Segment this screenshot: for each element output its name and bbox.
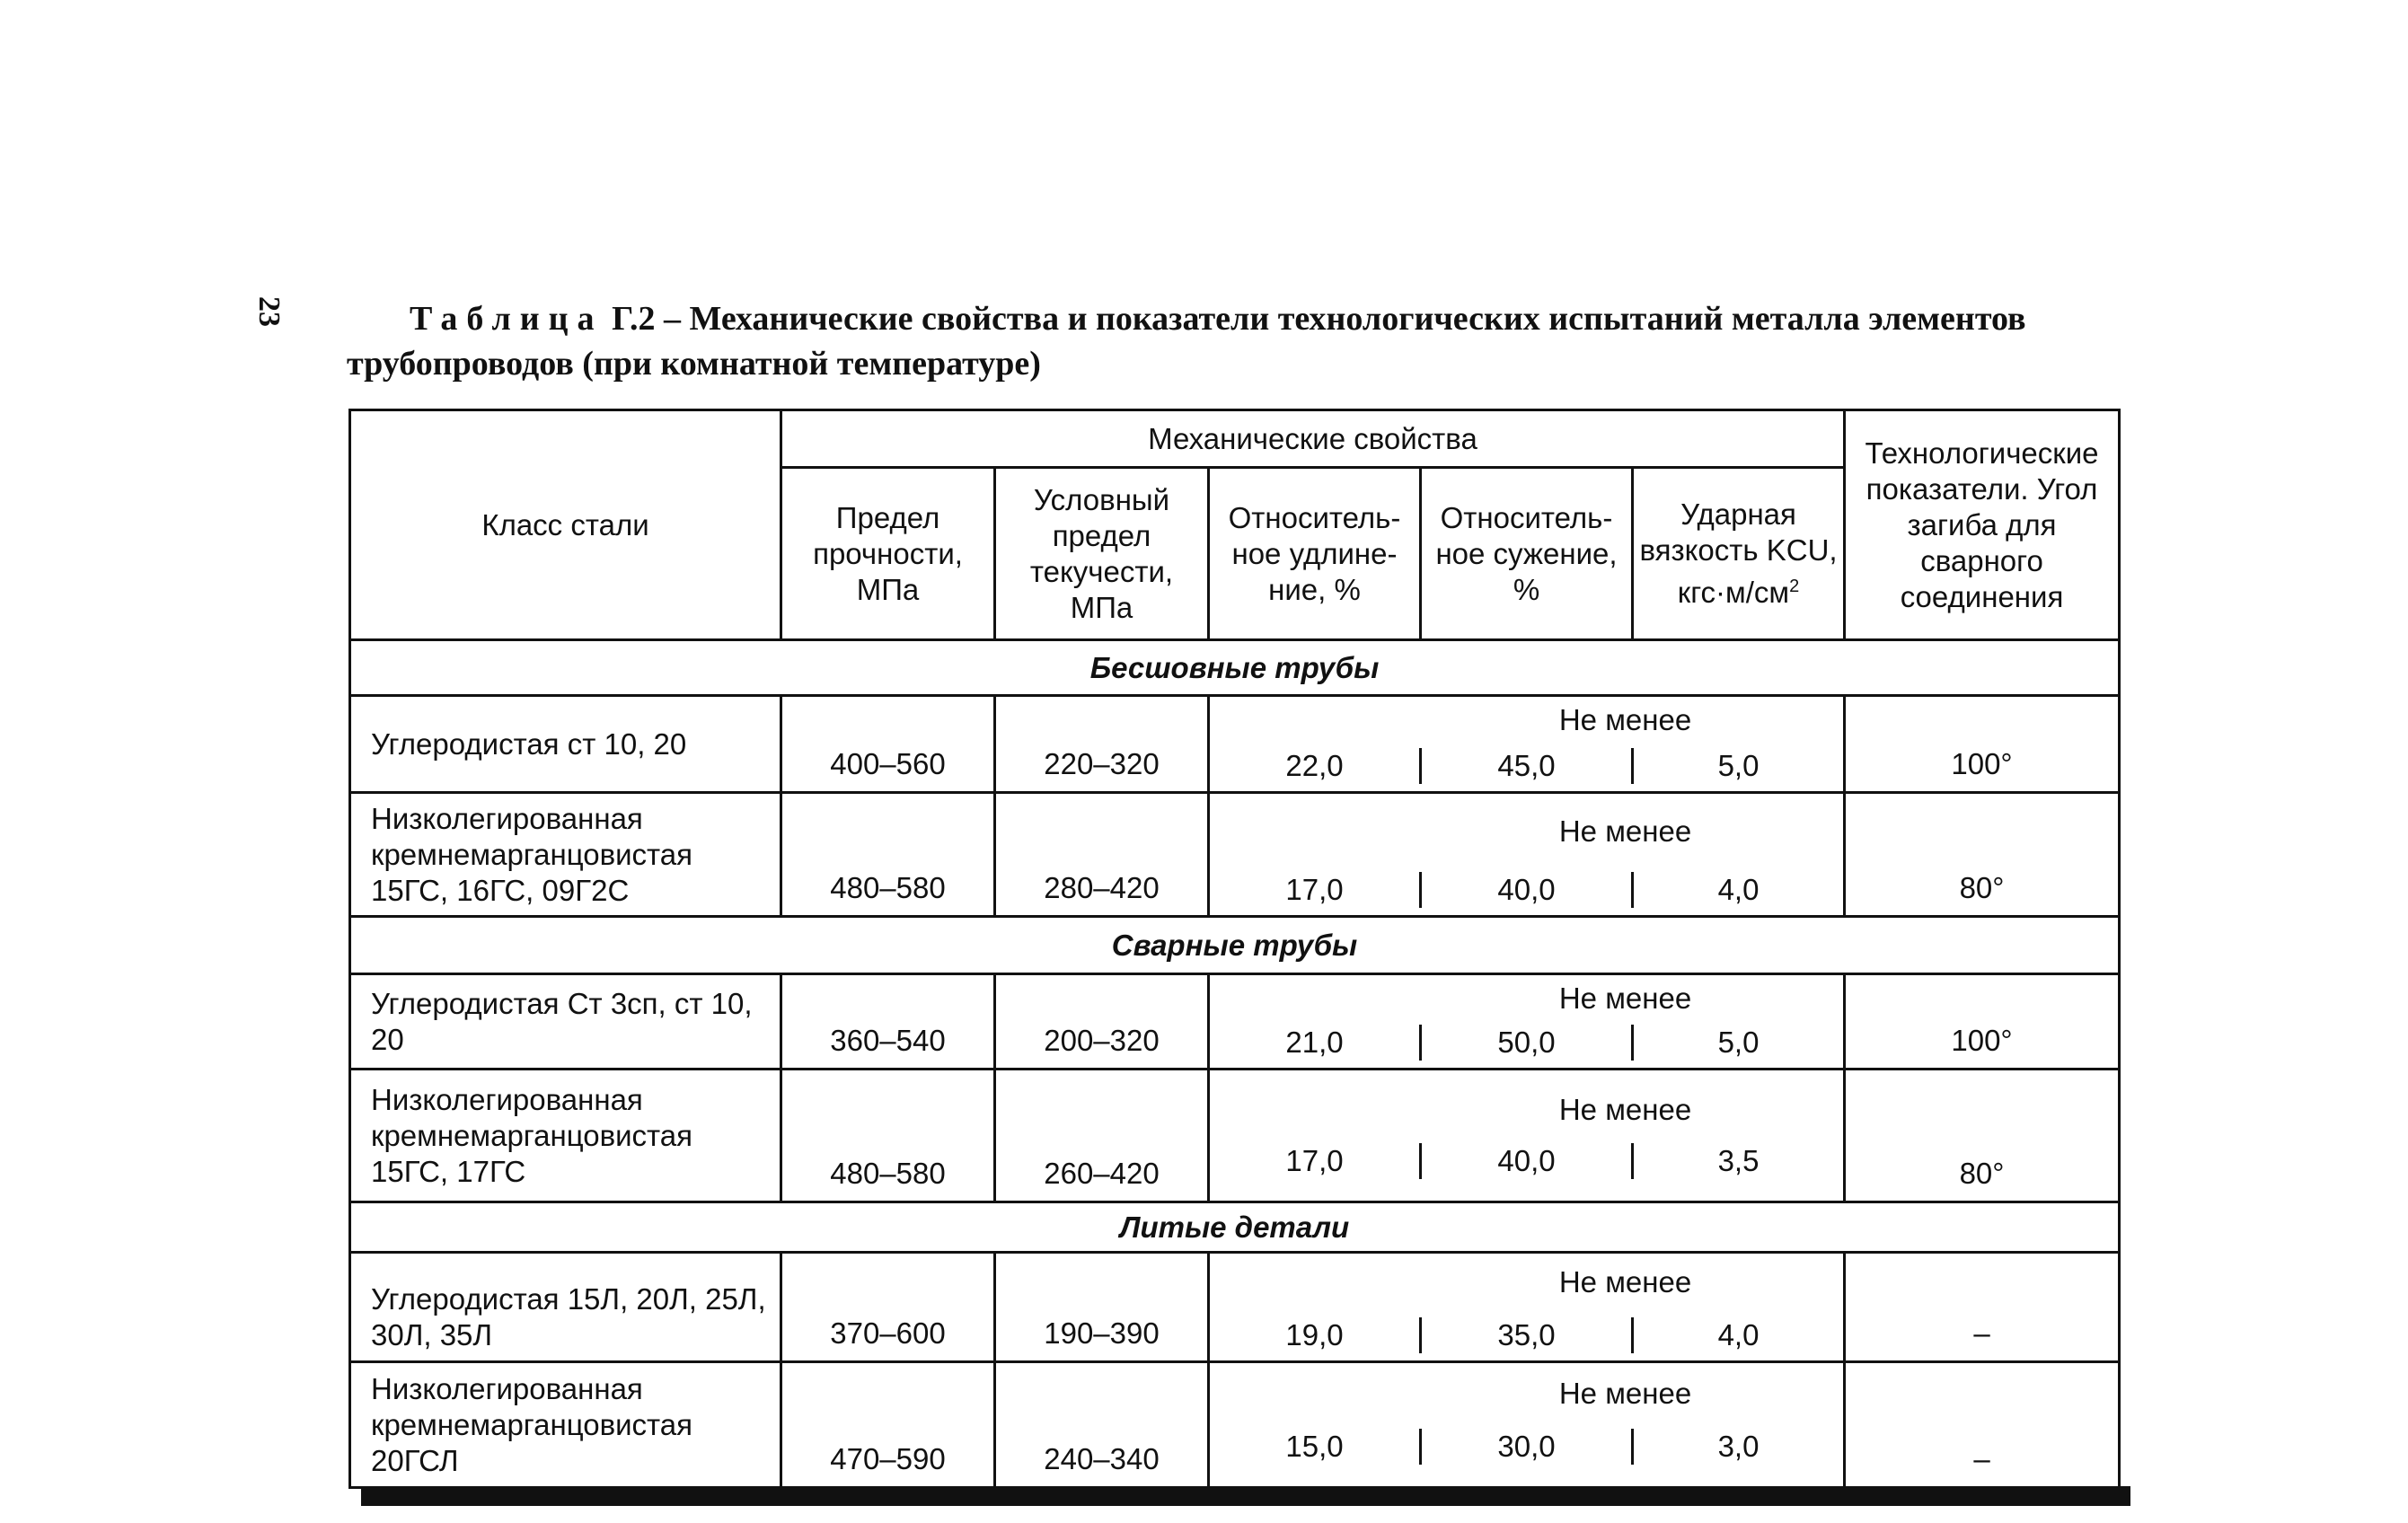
reduction-value: 35,0 — [1419, 1317, 1634, 1353]
min-values-group — [1210, 1254, 1843, 1360]
bend-cell: 80° — [1845, 1070, 2120, 1202]
elongation-value: 17,0 — [1285, 873, 1344, 906]
min-values-cell — [1209, 1362, 1845, 1488]
yield-cell: 260–420 — [995, 1070, 1209, 1202]
table-bottom-bar — [361, 1486, 2130, 1506]
bend-cell: – — [1845, 1362, 2120, 1488]
caption-text: Г.2 – Механические свойства и показатели технологических испытаний металла элементов трубопроводов (при комнатной температуре) — [347, 300, 2026, 383]
min-note: Не менее — [1558, 814, 1692, 848]
header-steel-class: Класс стали — [350, 410, 781, 640]
steel-class-cell: Низколегированная кремнемарганцовистая 15ГС, 17ГС — [350, 1070, 781, 1202]
reduction-value: 50,0 — [1419, 1025, 1634, 1061]
impact-value: 5,0 — [1717, 1026, 1760, 1059]
reduction-value: 30,0 — [1419, 1429, 1634, 1465]
reduction-value: 40,0 — [1419, 1143, 1634, 1179]
min-note: Не менее — [1558, 1265, 1692, 1299]
min-values-group — [1210, 697, 1843, 791]
elongation-value: 21,0 — [1285, 1026, 1344, 1059]
yield-cell: 240–340 — [995, 1362, 1209, 1488]
steel-class-cell: Низколегированная кремнемарганцовистая 15ГС, 16ГС, 09Г2С — [350, 793, 781, 917]
min-values-row — [1210, 748, 1843, 784]
section-title: Сварные трубы — [350, 917, 2120, 974]
reduction-value: 40,0 — [1419, 872, 1634, 908]
impact-value: 5,0 — [1717, 749, 1760, 782]
min-note: Не менее — [1558, 1377, 1692, 1410]
header-reduction: Относительное сужение, % — [1421, 468, 1633, 640]
strength-cell: 480–580 — [781, 793, 995, 917]
caption-lead: Таблица — [410, 300, 604, 338]
header-yield: Условный предел текучести, МПа — [995, 468, 1209, 640]
header-impact-label: Ударная вязкость KCU, кгс·м/см — [1639, 497, 1838, 609]
header-technological: Технологические показатели. Угол загиба для сварного соединения — [1845, 410, 2120, 640]
min-values-group — [1210, 1070, 1843, 1201]
header-elongation: Относительное удлинение, % — [1209, 468, 1421, 640]
bend-cell: 100° — [1845, 974, 2120, 1070]
strength-cell: 360–540 — [781, 974, 995, 1070]
min-values-cell — [1209, 974, 1845, 1070]
yield-cell: 220–320 — [995, 696, 1209, 793]
yield-cell: 280–420 — [995, 793, 1209, 917]
min-values-cell — [1209, 696, 1845, 793]
table-sheet — [348, 409, 2118, 1520]
min-note: Не менее — [1558, 1093, 1692, 1126]
min-values-row — [1210, 1143, 1843, 1179]
elongation-value: 17,0 — [1285, 1144, 1344, 1177]
header-impact — [1633, 468, 1845, 640]
min-values-row — [1210, 1317, 1843, 1353]
reduction-value: 45,0 — [1419, 748, 1634, 784]
steel-class-cell: Углеродистая 15Л, 20Л, 25Л, 30Л, 35Л — [350, 1253, 781, 1362]
strength-cell: 470–590 — [781, 1362, 995, 1488]
min-values-cell — [1209, 1070, 1845, 1202]
min-values-group — [1210, 1363, 1843, 1486]
impact-value: 4,0 — [1717, 1318, 1760, 1351]
yield-cell: 200–320 — [995, 974, 1209, 1070]
section-title: Бесшовные трубы — [350, 640, 2120, 696]
steel-class-cell: Углеродистая Ст 3сп, ст 10, 20 — [350, 974, 781, 1070]
header-mechanical: Механические свойства — [781, 410, 1845, 468]
bend-cell: – — [1845, 1253, 2120, 1362]
elongation-value: 19,0 — [1285, 1318, 1344, 1351]
impact-value: 4,0 — [1717, 873, 1760, 906]
section-title: Литые детали — [350, 1202, 2120, 1253]
impact-value: 3,0 — [1717, 1430, 1760, 1463]
page-number: 23 — [252, 296, 286, 327]
header-impact-sup: 2 — [1789, 577, 1800, 596]
table-caption — [347, 296, 2125, 386]
min-values-row — [1210, 1429, 1843, 1465]
impact-value: 3,5 — [1717, 1144, 1760, 1177]
bend-cell: 80° — [1845, 793, 2120, 917]
min-values-group — [1210, 975, 1843, 1068]
steel-class-cell: Углеродистая ст 10, 20 — [350, 696, 781, 793]
bend-cell: 100° — [1845, 696, 2120, 793]
elongation-value: 22,0 — [1285, 749, 1344, 782]
min-values-row — [1210, 1025, 1843, 1061]
strength-cell: 370–600 — [781, 1253, 995, 1362]
header-strength: Предел прочности, МПа — [781, 468, 995, 640]
min-note: Не менее — [1558, 703, 1692, 736]
steel-class-cell: Низколегированная кремнемарганцовистая 20ГСЛ — [350, 1362, 781, 1488]
min-values-cell — [1209, 1253, 1845, 1362]
elongation-value: 15,0 — [1285, 1430, 1344, 1463]
yield-cell: 190–390 — [995, 1253, 1209, 1362]
min-values-row — [1210, 872, 1843, 908]
properties-table — [348, 409, 2121, 1489]
strength-cell: 480–580 — [781, 1070, 995, 1202]
min-values-group — [1210, 794, 1843, 915]
min-values-cell — [1209, 793, 1845, 917]
min-note: Не менее — [1558, 982, 1692, 1015]
strength-cell: 400–560 — [781, 696, 995, 793]
